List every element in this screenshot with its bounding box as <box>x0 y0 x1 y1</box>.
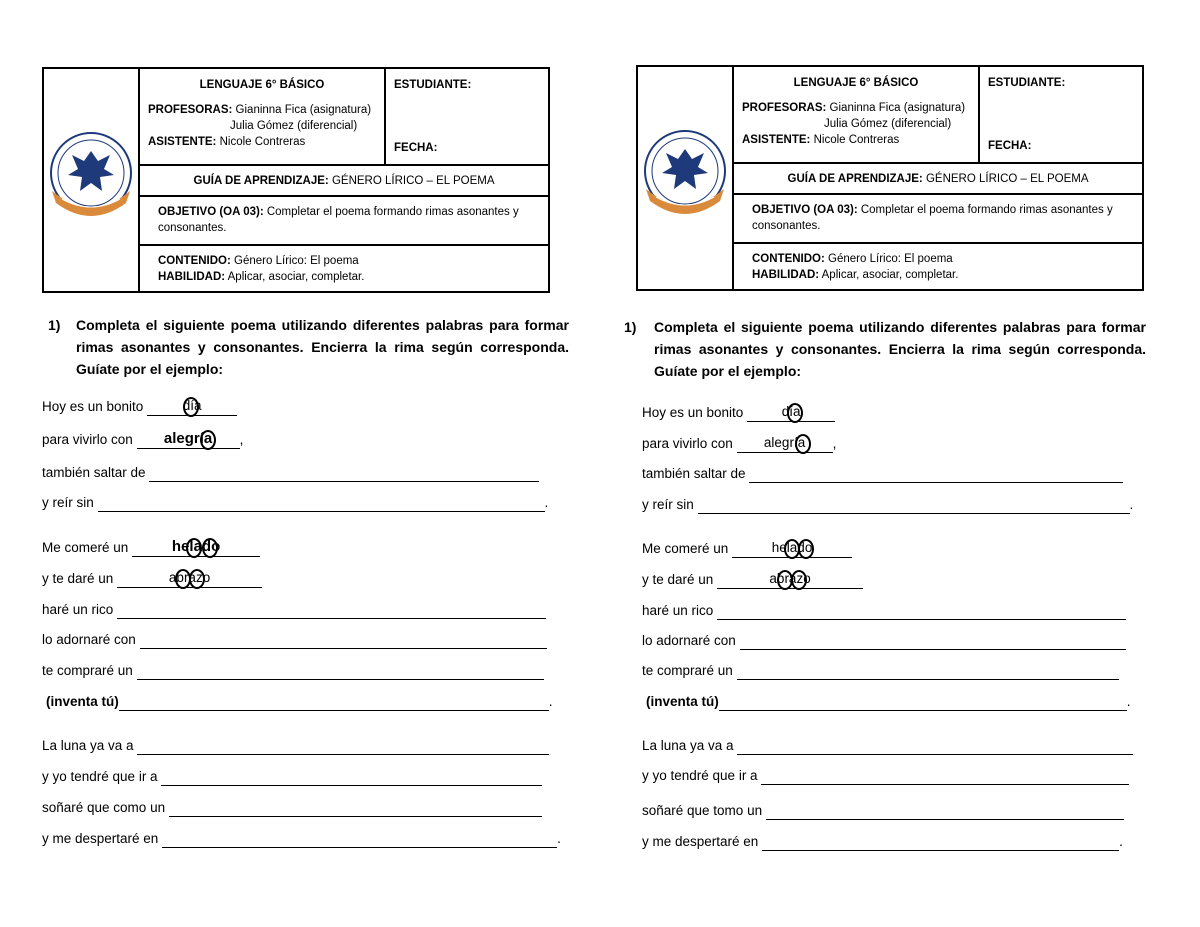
poem-line: te compraré un <box>642 662 1119 682</box>
skill-label: HABILIDAD: <box>158 271 226 283</box>
poem-line: y te daré un abrazo <box>642 571 863 591</box>
answer-blank[interactable] <box>732 540 852 558</box>
objective-label: OBJETIVO (OA 03): <box>752 204 858 216</box>
poem-line: y me despertaré en . <box>42 831 561 846</box>
teachers-label: PROFESORAS: <box>148 104 233 116</box>
rhyme-circle <box>787 403 803 423</box>
content-text: Género Lírico: El poema <box>234 255 359 267</box>
rhyme-circle <box>189 569 205 589</box>
poem-line: Hoy es un bonito día <box>642 404 835 424</box>
skill-label: HABILIDAD: <box>752 269 820 281</box>
objective-cell <box>140 197 548 246</box>
answer-blank[interactable] <box>98 494 545 512</box>
rhyme-circle <box>798 539 814 559</box>
poem-line: Hoy es un bonito día <box>42 398 237 418</box>
poem-line: lo adornaré con <box>42 631 547 651</box>
rhyme-circle <box>795 434 811 454</box>
date-label: FECHA: <box>988 140 1032 152</box>
subject-cell <box>140 69 386 166</box>
poem-line: y yo tendré que ir a <box>642 767 1129 787</box>
answer-blank[interactable] <box>717 602 1126 620</box>
objective-label: OBJETIVO (OA 03): <box>158 206 264 218</box>
skill-text: Aplicar, asociar, completar. <box>821 269 959 281</box>
poem-line: haré un rico <box>642 602 1126 622</box>
poem-line: y me despertaré en . <box>642 834 1123 849</box>
poem-line: La luna ya va a <box>42 737 549 757</box>
poem-line: y reír sin . <box>42 495 549 510</box>
teacher-2: Julia Gómez (diferencial) <box>824 118 952 130</box>
answer-blank[interactable] <box>698 496 1130 514</box>
answer-blank[interactable] <box>147 398 237 416</box>
poem-line: te compraré un <box>42 662 544 682</box>
rhyme-circle <box>202 538 218 558</box>
answer-blank[interactable] <box>737 737 1133 755</box>
example-answer: alegría <box>763 435 806 450</box>
answer-blank[interactable] <box>717 571 863 589</box>
answer-blank[interactable] <box>766 802 1124 820</box>
answer-blank[interactable] <box>117 570 262 588</box>
instruction-text: Completa el siguiente poema utilizando diferentes palabras para formar rimas asonantes y consonantes. Encierra la rima según corresponda. Guíate por el ejemplo: <box>76 317 569 377</box>
poem-line: haré un rico <box>42 601 546 621</box>
answer-blank[interactable] <box>149 464 539 482</box>
answer-blank[interactable] <box>749 465 1123 483</box>
rhyme-circle <box>183 397 199 417</box>
guide-label: GUÍA DE APRENDIZAJE: <box>193 175 329 187</box>
header-table <box>42 67 550 293</box>
logo-cell <box>638 67 734 289</box>
example-answer: alegría <box>163 430 213 447</box>
assistant-name: Nicole Contreras <box>219 136 306 148</box>
subject-title: LENGUAJE 6° BÁSICO <box>199 79 325 91</box>
answer-blank[interactable] <box>137 431 240 449</box>
assistant-name: Nicole Contreras <box>813 134 900 146</box>
assistant-label: ASISTENTE: <box>148 136 217 148</box>
teacher-1: Gianinna Fica (asignatura) <box>829 102 966 114</box>
rhyme-circle <box>200 430 216 450</box>
poem-line: (inventa tú) . <box>46 694 553 709</box>
answer-blank[interactable] <box>761 767 1129 785</box>
example-answer: día <box>182 398 202 413</box>
answer-blank[interactable] <box>117 601 546 619</box>
guide-title: GÉNERO LÍRICO – EL POEMA <box>925 173 1089 185</box>
teachers-label: PROFESORAS: <box>742 102 827 114</box>
rhyme-circle <box>791 570 807 590</box>
student-cell[interactable] <box>386 69 548 166</box>
poem-line: La luna ya va a <box>642 737 1133 757</box>
student-cell[interactable] <box>980 67 1142 164</box>
subject-cell <box>734 67 980 164</box>
answer-blank[interactable] <box>762 833 1119 851</box>
teacher-2: Julia Gómez (diferencial) <box>230 120 358 132</box>
poem-line: Me comeré un helado <box>42 539 260 559</box>
guide-title: GÉNERO LÍRICO – EL POEMA <box>331 175 495 187</box>
worksheet-right <box>624 0 1156 925</box>
objective-text: Completar el poema formando rimas asonantes y consonantes. <box>752 204 1113 232</box>
poem-line: también saltar de <box>42 464 539 484</box>
answer-blank[interactable] <box>740 632 1126 650</box>
assistant-label: ASISTENTE: <box>742 134 811 146</box>
school-crest-icon <box>48 131 134 221</box>
example-answer: helado <box>771 540 813 555</box>
poem-line: Me comeré un helado <box>642 540 852 560</box>
example-answer: abrazo <box>769 571 811 586</box>
poem-line: (inventa tú) . <box>646 694 1131 709</box>
example-answer: abrazo <box>168 570 211 585</box>
skill-text: Aplicar, asociar, completar. <box>227 271 365 283</box>
poem-line: soñaré que como un <box>42 799 542 819</box>
poem-line: soñaré que tomo un <box>642 802 1124 822</box>
student-label: ESTUDIANTE: <box>394 79 472 91</box>
answer-blank[interactable] <box>137 737 549 755</box>
guide-cell <box>140 166 548 197</box>
header-table <box>636 65 1144 291</box>
answer-blank[interactable] <box>137 662 544 680</box>
guide-cell <box>734 164 1142 195</box>
student-label: ESTUDIANTE: <box>988 77 1066 89</box>
content-text: Género Lírico: El poema <box>828 253 953 265</box>
poem-line: y yo tendré que ir a <box>42 768 542 788</box>
answer-blank[interactable] <box>169 799 542 817</box>
teacher-1: Gianinna Fica (asignatura) <box>235 104 372 116</box>
content-cell <box>140 246 548 291</box>
answer-blank[interactable] <box>737 662 1119 680</box>
poem-line: y reír sin . <box>642 497 1134 512</box>
answer-blank[interactable] <box>140 631 547 649</box>
date-label: FECHA: <box>394 142 438 154</box>
content-cell <box>734 244 1142 289</box>
objective-cell <box>734 195 1142 244</box>
answer-blank[interactable] <box>162 830 557 848</box>
poem-line: también saltar de <box>642 465 1123 485</box>
answer-blank[interactable] <box>119 693 549 711</box>
answer-blank[interactable] <box>161 768 542 786</box>
guide-label: GUÍA DE APRENDIZAJE: <box>787 173 923 185</box>
example-answer: día <box>781 404 801 419</box>
content-label: CONTENIDO: <box>158 255 231 267</box>
rhyme-circle <box>186 538 202 558</box>
instruction-text: Completa el siguiente poema utilizando diferentes palabras para formar rimas asonantes y consonantes. Encierra la rima según corresponda. Guíate por el ejemplo: <box>654 319 1146 379</box>
poem-line: lo adornaré con <box>642 632 1126 652</box>
logo-cell <box>44 69 140 291</box>
instruction-number: 1) <box>48 317 61 333</box>
answer-blank[interactable] <box>747 404 835 422</box>
instruction-number: 1) <box>624 319 637 335</box>
subject-title: LENGUAJE 6° BÁSICO <box>793 77 919 89</box>
school-crest-icon <box>642 129 728 219</box>
objective-text: Completar el poema formando rimas asonantes y consonantes. <box>158 206 519 234</box>
content-label: CONTENIDO: <box>752 253 825 265</box>
poem-line: y te daré un abrazo <box>42 570 262 590</box>
poem-line: para vivirlo con alegría , <box>42 431 243 451</box>
poem-line: para vivirlo con alegría , <box>642 435 836 455</box>
answer-blank[interactable] <box>719 693 1127 711</box>
example-answer: helado <box>171 538 221 555</box>
worksheet-left <box>42 0 569 927</box>
answer-blank[interactable] <box>132 539 260 557</box>
answer-blank[interactable] <box>737 435 833 453</box>
